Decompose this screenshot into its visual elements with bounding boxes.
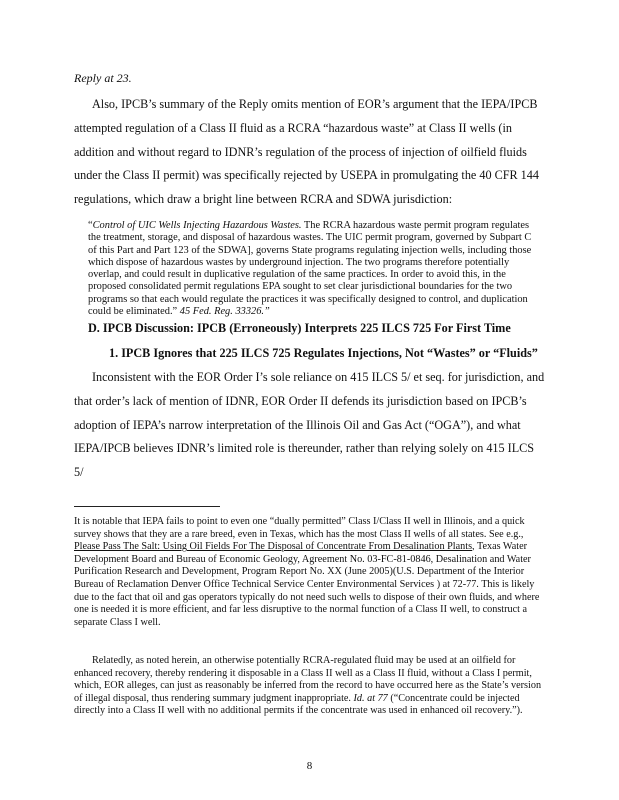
footnote-1-source-title: Please Pass The Salt: Using Oil Fields For The Disposal of Concentrate From Desalination Plants (74, 541, 473, 553)
footnote-divider (74, 506, 220, 507)
body-paragraph-1: Also, IPCB’s summary of the Reply omits mention of EOR’s argument that the IEPA/IPCB attempted regulation of a Class II fluid as a RCRA “hazardous waste” at Class II wells (in addition and without regard to IDNR’s regulation of the process of injection of oilfield fluids under the Class II permit) was specifically rejected by USEPA in promulgating the 40 CFR 144 regulations, which draw a bright line between RCRA and SDWA jurisdiction: (74, 97, 539, 207)
footnote-2 (74, 655, 548, 718)
body-paragraph-2: Inconsistent with the EOR Order I’s sole reliance on 415 ILCS 5/ et seq. for jurisdiction, and that order’s lack of mention of IDNR, EOR Order II defends its jurisdiction based on IPCB’s adoption of IEPA’s narrow interpretation of the Illinois Oil and Gas Act (“OGA”), and what IEPA/IPCB believes IDNR’s limited role is thereunder, rather than relying solely on 415 ILCS 5/ (74, 370, 545, 480)
quote-title: Control of UIC Wells Injecting Hazardous Wastes. (92, 220, 302, 231)
quote-body: The RCRA hazardous waste permit program regulates the treatment, storage, and disposal of hazardous wastes. The UIC permit program, governed by Subpart C of this Part and Part 123 of the SDWA], governs State programs regulating injection wells, including those which dispose of hazardous wastes by underground injection. The two programs therefore potentially overlap, and could result in duplicative regulation of the same practices. In order to avoid this, in the proposed consolidated permit regulations EPA sought to set clear jurisdictional boundaries for the two programs so that each would regulate the practices it was specifically designed to control, and duplication could be eliminated.” (88, 220, 532, 318)
subsection-heading-1: 1. IPCB Ignores that 225 ILCS 725 Regulates Injections, Not “Wastes” or “Fluids” (109, 346, 538, 360)
footnote-1 (74, 516, 548, 629)
footnote-1-text-b: , Texas Water Development Board and Bureau of Economic Geology, Agreement No. 03-FC-81-0846, Desalination and Water Purification Research and Development, Program Report No. XX (June 2005)(U.S. Department of the Interior Bureau of Reclamation Denver Office Technical Service Center Environmental Services ) at 72-77. This is likely due to the fact that oil and gas operators typically do not need such wells to dispose of their own fluids, and where one is needed it is more efficient, and far less disruptive to the normal function of a Class II well, to construct a separate Class I well. (74, 541, 540, 628)
footnote-2-cite: Id. at 77 (353, 692, 388, 704)
quote-open-mark: “ (88, 220, 93, 231)
section-heading-d: D. IPCB Discussion: IPCB (Erroneously) Interprets 225 ILCS 725 For First Time (88, 321, 511, 335)
block-quote (88, 220, 532, 318)
footnote-2-text-b: (“Concentrate could be injected directly into a Class II well with no additional permits if the concentrate was used in enhanced oil recovery.”). (74, 692, 523, 717)
quote-source: 45 Fed. Reg. 33326.” (179, 306, 270, 318)
footnote-1-text-a: It is notable that IEPA fails to point to even one “dually permitted” Class I/Class II well in Illinois, and a quick survey shows that they are a rare breed, even in Texas, which has the most Class II wells of all states. See e.g., (74, 516, 525, 540)
page-number: 8 (306, 760, 313, 772)
reply-citation: Reply at 23. (74, 71, 132, 85)
footnote-2-text-a: Relatedly, as noted herein, an otherwise potentially RCRA-regulated fluid may be used at an oilfield for enhanced recovery, thereby rendering it disposable in a Class II well as a Class II fluid, without a Class I permit, which, EOR alleges, can just as reasonably be inferred from the record to have occurred here as the State’s version of illegal disposal, thus rendering summary judgment inappropriate. (74, 655, 542, 704)
